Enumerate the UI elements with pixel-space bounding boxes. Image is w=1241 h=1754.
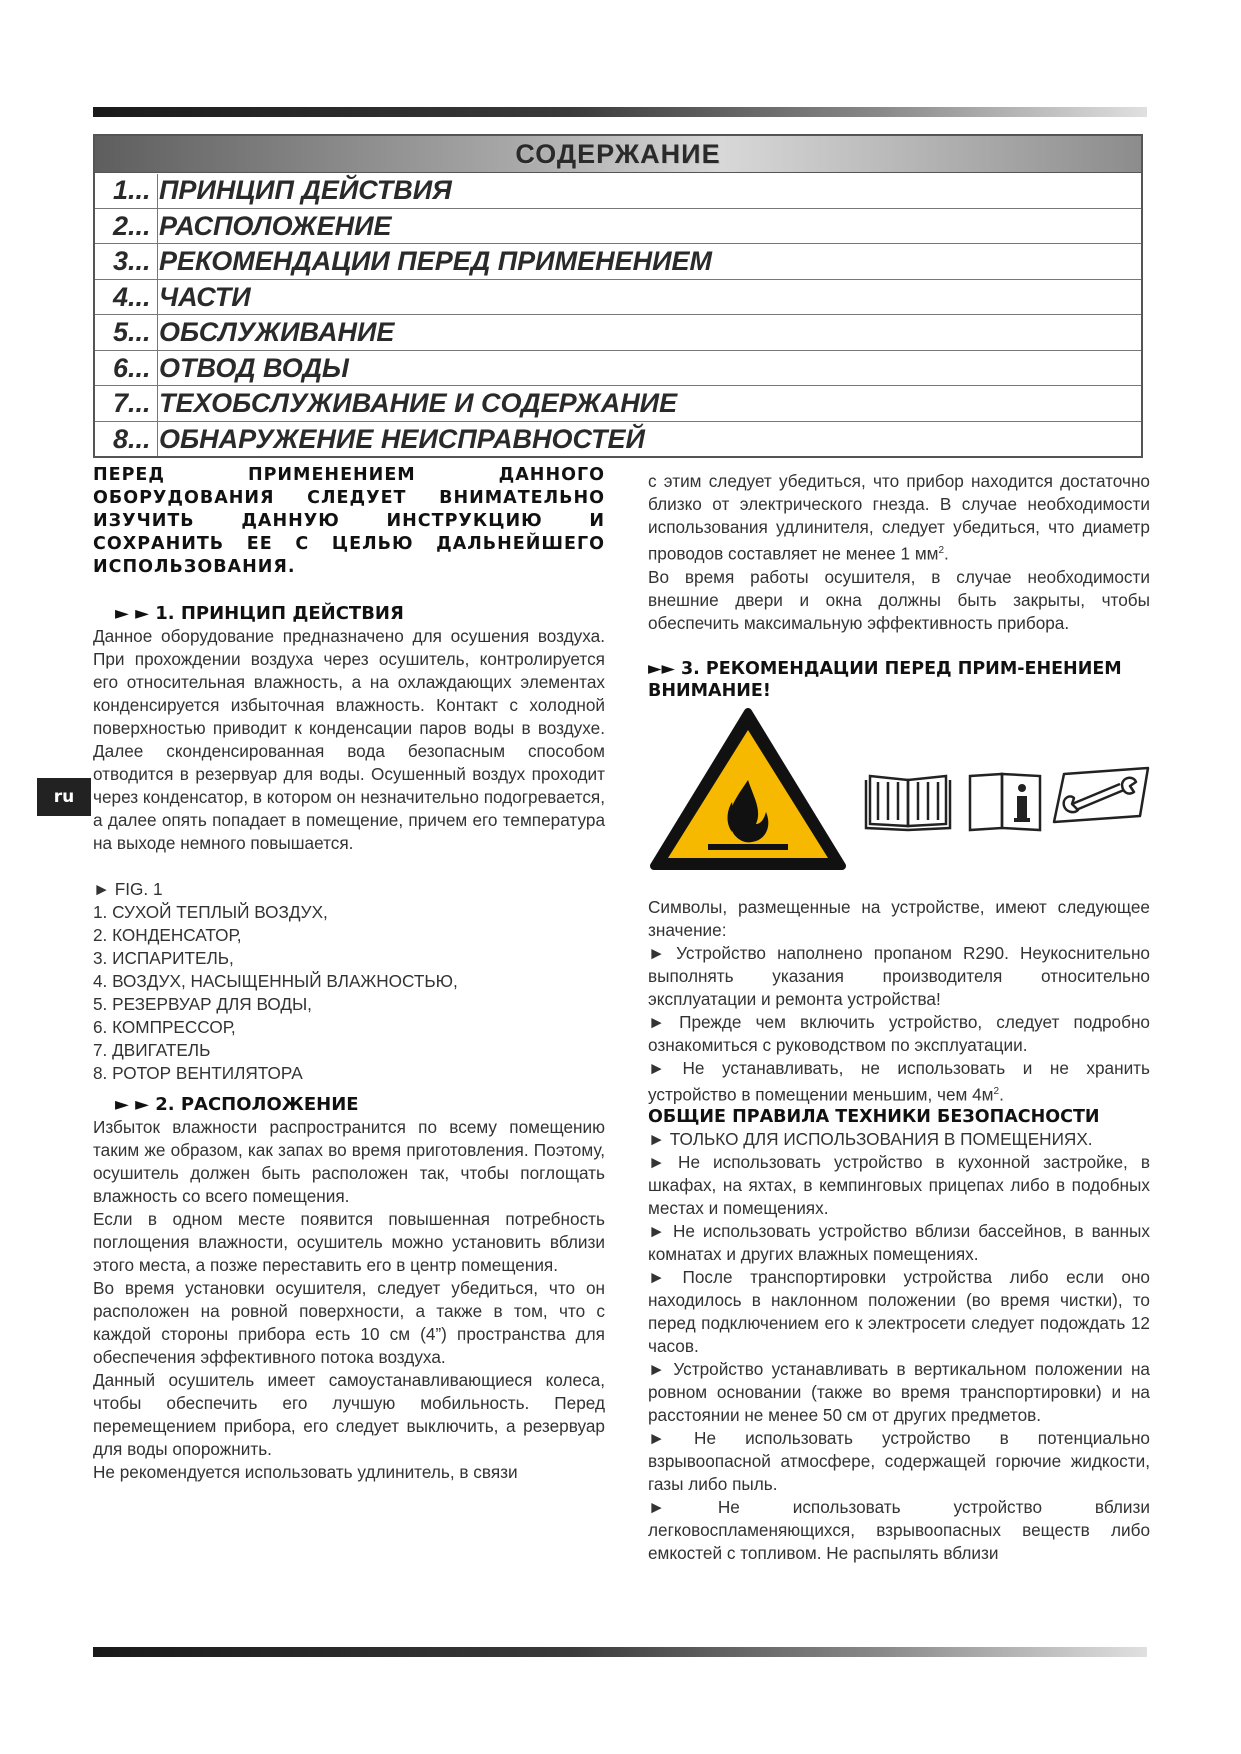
symbol-bullet: ► Устройство наполнено пропаном R290. Неукоснительно выполнять указания производителя относительно эксплуатации и ремонта устройства!: [648, 942, 1150, 1009]
toc-item-title: ТЕХОБСЛУЖИВАНИЕ И СОДЕРЖАНИЕ: [159, 388, 678, 418]
attention-label: ВНИМАНИЕ!: [648, 680, 771, 701]
toc-item-title: ПРИНЦИП ДЕЙСТВИЯ: [159, 175, 452, 205]
safety-item: ► Не использовать устройство вблизи бассейнов, в ванных комнатах и других влажных помещениях.: [648, 1221, 1150, 1265]
safety-item: ► Не использовать устройство вблизи легковоспламеняющихся, взрывоопасных веществ либо емкостей с топливом. Не распылять вблизи: [648, 1497, 1150, 1564]
intro-warning-text: ПЕРЕД ПРИМЕНЕНИЕМ ДАННОГО ОБОРУДОВАНИЯ СЛЕДУЕТ ВНИМАТЕЛЬНО ИЗУЧИТЬ ДАННУЮ ИНСТРУКЦИЮ И СОХРАНИТЬ ЕЕ С ЦЕЛЬЮ ДАЛЬНЕЙШЕГО ИСПОЛЬЗОВАНИЯ.: [93, 465, 605, 577]
toc-item-number: 7...: [113, 388, 151, 418]
toc-item[interactable]: [95, 209, 1141, 245]
right-column: [648, 470, 1150, 1565]
safety-item: ► Не использовать устройство в потенциально взрывоопасной атмосфере, содержащей горючие жидкости, газы либо пыль.: [648, 1428, 1150, 1495]
toc-item-title: РАСПОЛОЖЕНИЕ: [159, 210, 392, 241]
language-tab: ru: [37, 778, 91, 816]
figure-item: 6. КОМПРЕССОР,: [93, 1017, 236, 1037]
bottom-divider: [93, 1647, 1147, 1657]
section-3-heading: ►► 3. РЕКОМЕНДАЦИИ ПЕРЕД ПРИМ-ЕНЕНИЕМ: [648, 658, 1122, 679]
toc-item-title: РЕКОМЕНДАЦИИ ПЕРЕД ПРИМЕНЕНИЕМ: [159, 246, 712, 276]
symbol-bullet: ► Прежде чем включить устройство, следует подробно ознакомиться с руководством по эксплуатации.: [648, 1011, 1150, 1055]
toc-item-number: 3...: [113, 246, 151, 276]
section-2-paragraph: Если в одном месте появится повышенная потребность поглощения влажности, осушитель можно установить вблизи этого места, а позже переставить его в центр помещения.: [93, 1209, 605, 1275]
symbol-bullet: ► Не устанавливать, не использовать и не хранить устройство в помещении меньшим, чем $4м^2$.: [648, 1057, 1150, 1105]
info-manual-icon: [966, 770, 1044, 834]
toc-item-number: 1...: [113, 175, 151, 205]
figure-item: 1. СУХОЙ ТЕПЛЫЙ ВОЗДУХ,: [93, 902, 328, 922]
figure-item: 5. РЕЗЕРВУАР ДЛЯ ВОДЫ,: [93, 994, 312, 1014]
toc-item-title: ОТВОД ВОДЫ: [159, 352, 349, 383]
figure-item: 7. ДВИГАТЕЛЬ: [93, 1040, 211, 1060]
section-2-heading: ► ► 2. РАСПОЛОЖЕНИЕ: [115, 1094, 359, 1115]
windows-paragraph: Во время работы осушителя, в случае необходимости внешние двери и окна должны быть закрыты, чтобы обеспечить максимальную эффективность прибора.: [648, 566, 1150, 633]
section-1-text: Данное оборудование предназначено для осушения воздуха. При прохождении воздуха через осушитель, контролируется его относительная влажность, а на охлаждающих элементах конденсируется избыточная влажность. Контакт с холодной поверхностью приводит к конденсации паров воды в воздухе. Далее сконденсированная вода безопасным способом отводится в резервуар для воды. Осушенный воздух проходит через конденсатор, в котором он незначительно подогревается, а далее опять попадает в помещение, причем его температура на выходе немного повышается.: [93, 626, 606, 853]
toc-item-title: ОБНАРУЖЕНИЕ НЕИСПРАВНОСТЕЙ: [159, 423, 645, 454]
safety-item: ► Устройство устанавливать в вертикальном положении на ровном основании (также во время транспортировки) и на расстоянии не менее 50 см от других предметов.: [648, 1359, 1150, 1426]
toc-item-title: ОБСЛУЖИВАНИЕ: [159, 317, 395, 347]
section-2-paragraph: Данный осушитель имеет самоустанавливающиеся колеса, чтобы обеспечить его лучшую мобильность. Перед перемещением прибора, его следует выключить, а резервуар для воды опорожнить.: [93, 1370, 605, 1459]
toc-item[interactable]: [95, 422, 1141, 457]
figure-item: 3. ИСПАРИТЕЛЬ,: [93, 948, 234, 968]
left-column: [93, 464, 605, 1484]
figure-item: 2. КОНДЕНСАТОР,: [93, 925, 242, 945]
toc-item[interactable]: [95, 351, 1141, 387]
safety-item: ► ТОЛЬКО ДЛЯ ИСПОЛЬЗОВАНИЯ В ПОМЕЩЕНИЯХ.: [648, 1129, 1093, 1150]
section-2-paragraph: Избыток влажности распространится по всему помещению таким же образом, как запах во время приготовления. Поэтому, осушитель должен быть расположен так, чтобы поглощать влажность со всего помещения.: [93, 1117, 605, 1206]
safety-item: ► После транспортировки устройства либо если оно находилось в наклонном положении (во время чистки), то перед подключением его к электросети следует подождать 12 часов.: [648, 1267, 1150, 1357]
symbols-intro: Символы, размещенные на устройстве, имеют следующее значение:: [648, 896, 1150, 940]
safety-heading: ОБЩИЕ ПРАВИЛА ТЕХНИКИ БЕЗОПАСНОСТИ: [648, 1107, 1100, 1128]
section-1-heading: ► ► 1. ПРИНЦИП ДЕЙСТВИЯ: [115, 603, 404, 624]
toc-item-title: ЧАСТИ: [159, 281, 251, 312]
continued-paragraph: с этим следует убедиться, что прибор находится достаточно близко от электрического гнезда. В случае необходимости использования удлинителя, следует убедиться, что диаметр проводов составляет не менее 1 $мм^2$.: [648, 471, 1150, 564]
top-divider: [93, 107, 1147, 117]
safety-item: ► Не использовать устройство в кухонной застройке, в шкафах, на яхтах, в кемпинговых прицепах либо в подобных местах и помещениях.: [648, 1152, 1150, 1219]
table-of-contents: [93, 134, 1143, 458]
toc-item[interactable]: [95, 280, 1141, 316]
manual-book-icon: [862, 772, 956, 834]
figure-item: 8. РОТОР ВЕНТИЛЯТОРА: [93, 1063, 303, 1083]
toc-item[interactable]: [95, 315, 1141, 351]
figure-item: 4. ВОЗДУХ, НАСЫЩЕННЫЙ ВЛАЖНОСТЬЮ,: [93, 971, 458, 991]
figure-label: ► FIG. 1: [93, 879, 163, 899]
toc-item-number: 6...: [113, 352, 151, 383]
service-wrench-icon: [1050, 764, 1154, 828]
toc-title: СОДЕРЖАНИЕ: [95, 136, 1141, 173]
toc-item-number: 2...: [113, 210, 151, 241]
toc-item[interactable]: [95, 386, 1141, 422]
flammable-warning-icon: [648, 706, 848, 872]
toc-item[interactable]: [95, 173, 1141, 209]
section-2-paragraph: Во время установки осушителя, следует убедиться, что он расположен на ровной поверхности, а также в том, что с каждой стороны прибора есть 10 см (4”) пространства для обеспечения эффективного потока воздуха.: [93, 1278, 605, 1367]
toc-item-number: 5...: [113, 317, 151, 347]
safety-symbols: [648, 706, 1150, 876]
toc-item[interactable]: [95, 244, 1141, 280]
toc-item-number: 4...: [113, 281, 151, 312]
toc-item-number: 8...: [113, 423, 151, 454]
section-2-paragraph: Не рекомендуется использовать удлинитель, в связи: [93, 1462, 518, 1482]
